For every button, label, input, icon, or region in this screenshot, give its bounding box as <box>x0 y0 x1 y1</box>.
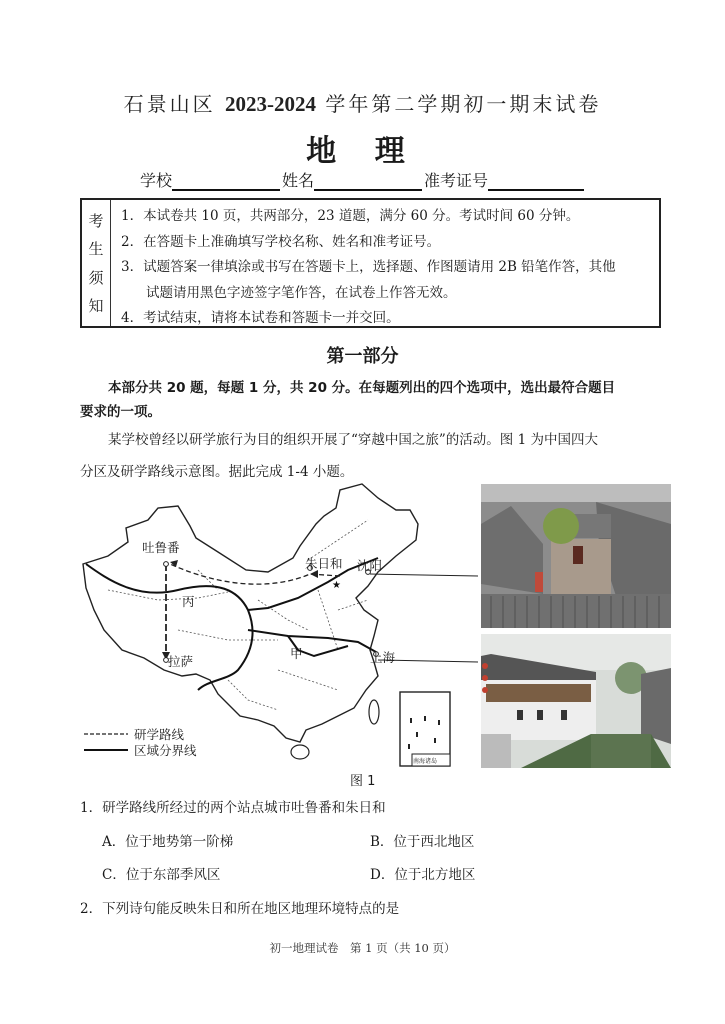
instruction-line: 本部分共 20 题，每题 1 分，共 20 分。在每题列出的四个选项中，选出最符合题目 <box>108 380 616 396</box>
watertown-photo <box>481 634 671 768</box>
notice-heading-char: 考 <box>88 211 104 230</box>
notice-heading-char: 生 <box>88 240 104 259</box>
label-jia: 甲 <box>290 646 303 661</box>
notice-items <box>111 200 659 326</box>
legend-boundary-label: 区域分界线 <box>134 743 197 758</box>
school-field[interactable] <box>172 173 280 191</box>
exam-title <box>0 88 725 117</box>
notice-heading <box>82 200 111 326</box>
label-shenyang: 沈阳 <box>357 558 383 573</box>
title-suffix: 学年第二学期初一期末试卷 <box>325 92 602 116</box>
page-footer: 初一地理试卷 第 1 页（共 10 页） <box>269 941 456 955</box>
intro-line: 某学校曾经以研学旅行为目的组织开展了“穿越中国之旅”的活动。图 1 为中国四大 <box>108 432 598 448</box>
label-nanhai: 南海诸岛 <box>413 758 438 765</box>
label-shanghai: 上海 <box>370 650 396 665</box>
figure-caption: 图 1 <box>350 774 376 789</box>
option-c[interactable]: C．位于东部季风区 <box>102 867 221 883</box>
name-label: 姓名 <box>282 171 315 190</box>
label-zhurihe: 朱日和 <box>305 556 343 571</box>
school-label: 学校 <box>140 171 173 190</box>
instruction-line: 要求的一项。 <box>80 404 161 420</box>
option-b[interactable]: B．位于西北地区 <box>370 834 475 850</box>
name-field[interactable] <box>314 173 422 191</box>
subject-title: 地 理 <box>306 134 419 169</box>
notice-item: 试题请用黑色字迹签字笔作答，在试卷上作答无效。 <box>146 284 457 301</box>
connector-line <box>370 574 478 576</box>
courtyard-photo <box>481 484 671 628</box>
legend-route-label: 研学路线 <box>134 727 185 742</box>
taiwan-island <box>369 700 379 724</box>
hainan-island <box>291 745 309 759</box>
label-lasa: 拉萨 <box>168 654 194 669</box>
notice-heading-char: 须 <box>88 268 104 287</box>
label-bing: 丙 <box>182 594 195 609</box>
part-title: 第一部分 <box>326 346 399 367</box>
candidate-fields <box>140 168 586 191</box>
notice-item: 1．本试卷共 10 页，共两部分，23 道题，满分 60 分。考试时间 60 分钟。 <box>121 208 580 224</box>
intro-line: 分区及研学路线示意图。据此完成 1-4 小题。 <box>80 464 354 480</box>
option-a[interactable]: A．位于地势第一阶梯 <box>102 834 234 850</box>
city-point <box>164 562 169 567</box>
notice-heading-char: 知 <box>88 297 104 316</box>
notice-item: 4．考试结束，请将本试卷和答题卡一并交回。 <box>121 310 400 326</box>
country-outline <box>83 484 418 742</box>
exam-id-field[interactable] <box>488 173 584 191</box>
notice-item: 2．在答题卡上准确填写学校名称、姓名和准考证号。 <box>121 233 441 250</box>
id-label: 准考证号 <box>424 171 489 190</box>
title-prefix: 石景山区 <box>123 92 216 116</box>
question-stem: 2．下列诗句能反映朱日和所在地区地理环境特点的是 <box>80 901 400 917</box>
star-icon: ★ <box>332 580 341 591</box>
notice-item: 3．试题答案一律填涂或书写在答题卡上，选择题、作图题请用 2B 铅笔作答，其他 <box>121 259 616 275</box>
label-tulufan: 吐鲁番 <box>142 540 180 555</box>
title-year: 2023-2024 <box>225 92 316 116</box>
region-boundary <box>248 630 376 652</box>
option-d[interactable]: D．位于北方地区 <box>370 867 476 883</box>
notice-box <box>80 198 661 328</box>
question-stem: 1．研学路线所经过的两个站点城市吐鲁番和朱日和 <box>80 800 386 816</box>
